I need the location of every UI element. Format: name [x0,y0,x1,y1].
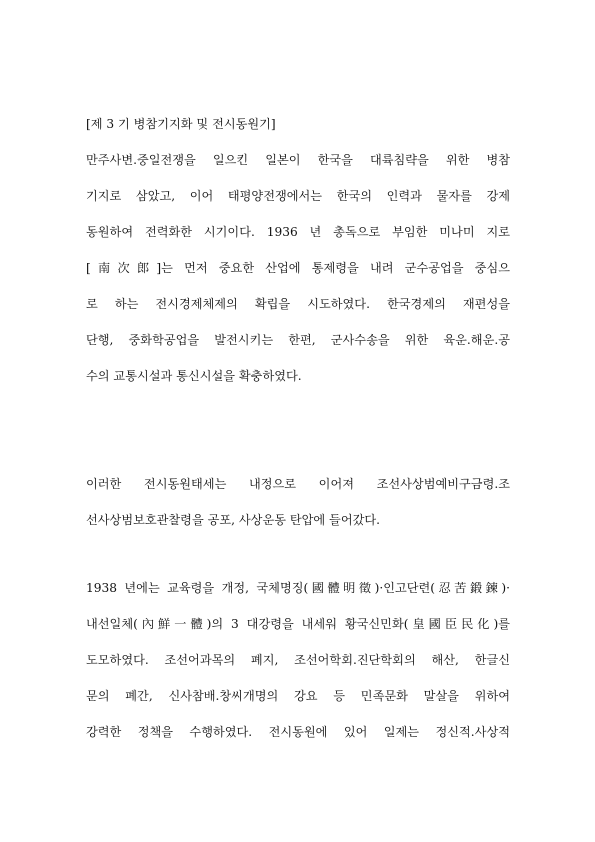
paragraph-1-line-6: 단행, 중화학공업을 발전시키는 한편, 군사수송을 위한 육운.해운.공 [86,333,510,347]
section-heading: [제 3 기 병참기지화 및 전시동원기] [86,117,276,131]
paragraph-1-line-4: [南次郎]는 먼저 중요한 산업에 통제령을 내려 군수공업을 중심으 [86,261,510,275]
paragraph-2-line-2: 선사상범보호관찰령을 공포, 사상운동 탄압에 들어갔다. [86,513,381,527]
paragraph-1-line-5: 로 하는 전시경제체제의 확립을 시도하였다. 한국경제의 재편성을 [86,297,510,311]
paragraph-1-line-7: 수의 교통시설과 통신시설을 확충하였다. [86,369,302,383]
paragraph-3-line-5: 강력한 정책을 수행하였다. 전시동원에 있어 일제는 정신적.사상적 [86,725,510,739]
paragraph-3-line-1: 1938 년에는 교육령을 개정, 국체명징(國體明徵)·인고단련(忍苦鍛鍊)· [86,581,510,595]
paragraph-2-line-1: 이러한 전시동원태세는 내정으로 이어져 조선사상범예비구금령.조 [86,477,510,491]
paragraph-3-line-4: 문의 폐간, 신사참배.창씨개명의 강요 등 민족문화 말살을 위하여 [86,689,510,703]
paragraph-1-line-3: 동원하여 전력화한 시기이다. 1936 년 총독으로 부임한 미나미 지로 [86,225,510,239]
paragraph-3-line-2: 내선일체(內鮮一體)의 3 대강령을 내세워 황국신민화(皇國臣民化)를 [86,617,510,631]
paragraph-3-line-3: 도모하였다. 조선어과목의 폐지, 조선어학회.진단학회의 해산, 한글신 [86,653,510,667]
paragraph-1-line-2: 기지로 삼았고, 이어 태평양전쟁에서는 한국의 인력과 물자를 강제 [86,189,510,203]
paragraph-1-line-1: 만주사변.중일전쟁을 일으킨 일본이 한국을 대륙침략을 위한 병참 [86,153,510,167]
